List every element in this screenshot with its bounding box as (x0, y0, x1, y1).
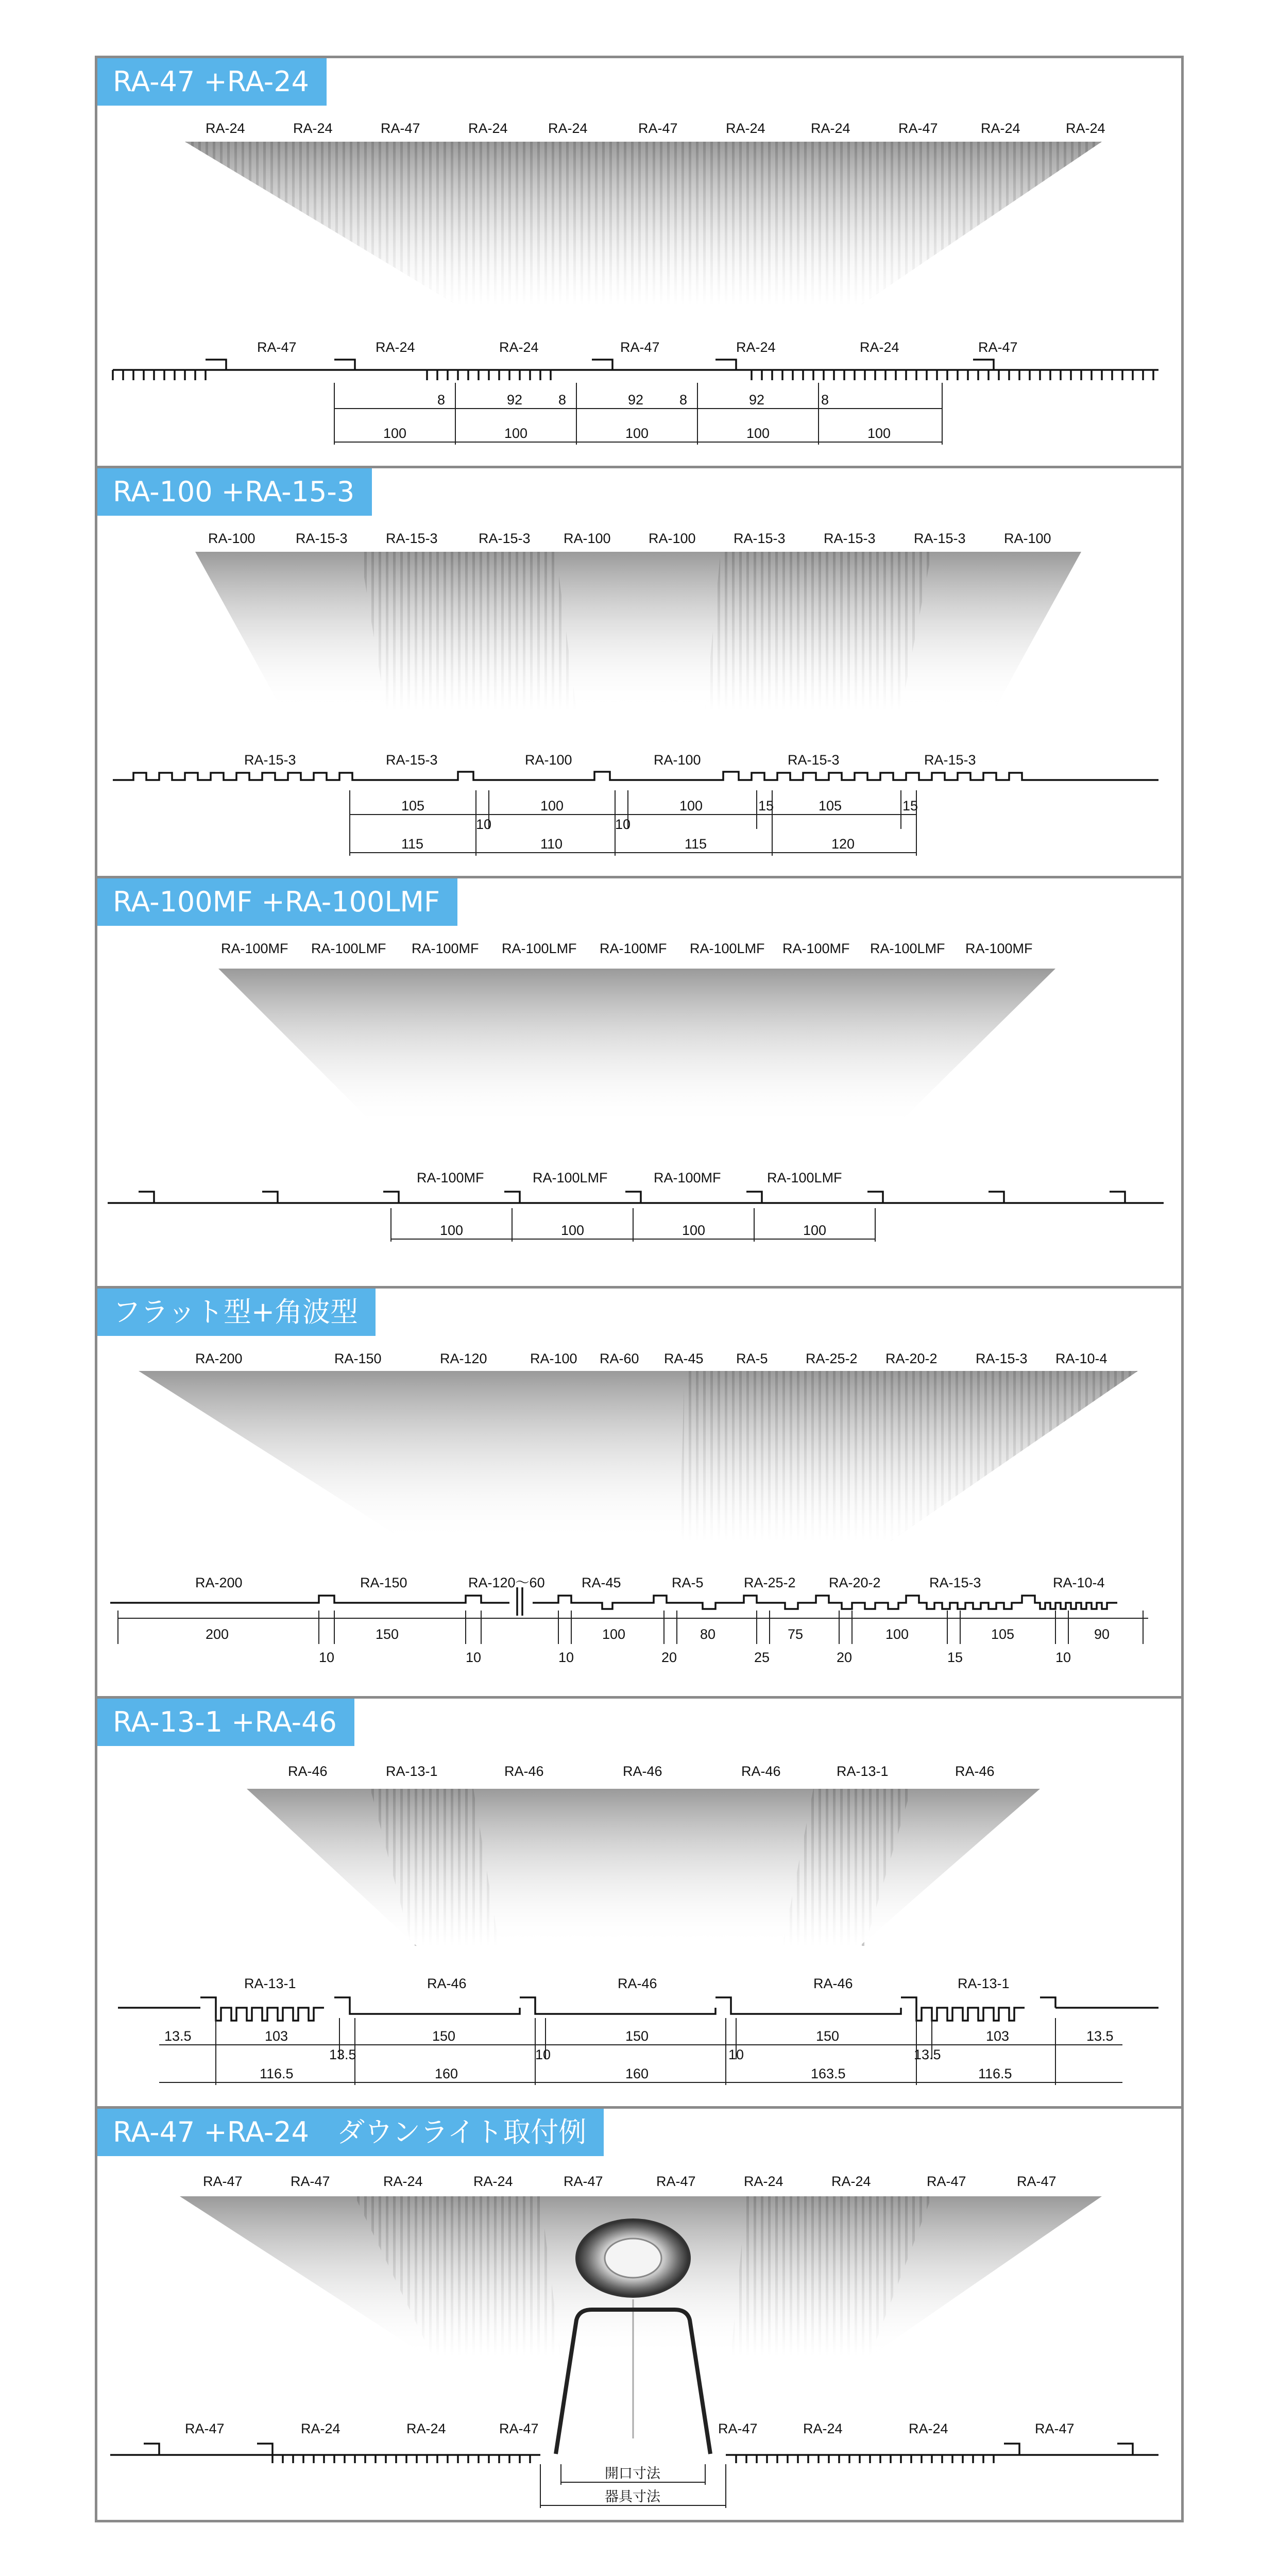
dim-value: 100 (885, 1626, 909, 1642)
top-label: RA-100LMF (311, 941, 386, 956)
dim-value: 10 (728, 2047, 744, 2062)
top-label: RA-46 (504, 1764, 544, 1779)
profile-label: RA-24 (376, 340, 415, 355)
top-label: RA-200 (195, 1351, 243, 1366)
dimension-values (605, 2466, 661, 2504)
section-profile (113, 772, 1158, 780)
top-label: RA-13-1 (386, 1764, 438, 1779)
profile-label: RA-100LMF (767, 1170, 842, 1185)
profile-label: RA-46 (813, 1976, 853, 1991)
dim-value: 150 (376, 1626, 399, 1642)
top-label: RA-24 (831, 2174, 871, 2189)
top-labels (221, 941, 1033, 956)
top-label: RA-24 (293, 121, 333, 136)
top-label: RA-15-3 (386, 531, 438, 546)
section-profile (118, 1997, 1158, 2021)
panel-ra100mf-ra100lmf (95, 876, 1184, 1292)
top-label: RA-24 (383, 2174, 423, 2189)
profile-label: RA-15-3 (929, 1575, 981, 1590)
top-label: RA-10-4 (1055, 1351, 1107, 1366)
top-label: RA-15-3 (914, 531, 966, 546)
dim-value: 100 (561, 1223, 585, 1238)
panel-ra47-ra24 (95, 56, 1184, 472)
top-label: RA-47 (1017, 2174, 1057, 2189)
dim-value: 20 (837, 1650, 853, 1665)
dim-value: 100 (602, 1626, 626, 1642)
top-label: RA-24 (468, 121, 508, 136)
profile-label: RA-13-1 (958, 1976, 1010, 1991)
dim-value: 103 (265, 2028, 288, 2044)
dim-value: 160 (625, 2066, 649, 2081)
dim-value: 150 (432, 2028, 456, 2044)
top-label: RA-24 (744, 2174, 783, 2189)
panel-title: RA-100 +RA-15-3 (97, 468, 372, 516)
profile-label: RA-47 (978, 340, 1018, 355)
top-label: RA-60 (600, 1351, 639, 1366)
profile-label: RA-24 (301, 2421, 340, 2436)
profile-label: RA-46 (427, 1976, 467, 1991)
top-label: RA-15-3 (824, 531, 876, 546)
dim-value: 150 (816, 2028, 840, 2044)
top-label: RA-100 (564, 531, 611, 546)
profile-label: RA-47 (620, 340, 660, 355)
top-label: RA-100 (530, 1351, 577, 1366)
dim-value: 105 (819, 798, 842, 814)
top-label: RA-24 (548, 121, 588, 136)
dim-value: 116.5 (978, 2066, 1012, 2081)
top-labels (288, 1764, 995, 1779)
top-label: RA-47 (564, 2174, 603, 2189)
top-label: RA-15-3 (734, 531, 786, 546)
top-label: RA-24 (206, 121, 245, 136)
section-profile (113, 360, 1158, 380)
top-label: RA-100MF (782, 941, 850, 956)
top-label: RA-100LMF (690, 941, 765, 956)
panel-ra100-ra15-3 (95, 466, 1184, 882)
dim-value: 10 (1055, 1650, 1071, 1665)
dim-value: 10 (466, 1650, 482, 1665)
profile-label: RA-15-3 (924, 752, 976, 768)
dim-value: 92 (749, 392, 765, 408)
dim-value: 8 (558, 392, 567, 408)
dim-value: 100 (679, 798, 703, 814)
profile-labels (195, 1575, 1105, 1590)
top-label: RA-150 (334, 1351, 382, 1366)
profile-label: RA-10-4 (1053, 1575, 1105, 1590)
profile-label: RA-100LMF (533, 1170, 608, 1185)
top-label: RA-120 (440, 1351, 487, 1366)
dim-value: 103 (986, 2028, 1010, 2044)
profile-labels (257, 340, 1018, 355)
top-label: RA-100LMF (870, 941, 945, 956)
dim-value: 20 (661, 1650, 677, 1665)
top-label: RA-47 (656, 2174, 696, 2189)
dim-value: 100 (867, 426, 891, 441)
dim-value: 75 (788, 1626, 804, 1642)
dim-value: 100 (383, 426, 407, 441)
dim-value: 8 (437, 392, 446, 408)
top-label: RA-46 (288, 1764, 328, 1779)
dim-value: 80 (700, 1626, 716, 1642)
profile-label: RA-47 (257, 340, 297, 355)
dim-value: 開口寸法 (605, 2466, 660, 2481)
dim-value: 10 (319, 1650, 335, 1665)
profile-label: RA-100 (525, 752, 572, 768)
profile-labels (417, 1170, 842, 1185)
panel-drawing (97, 1289, 1181, 1700)
section-profile (110, 1587, 1117, 1616)
section-profile (110, 2444, 1158, 2463)
profile-labels (244, 1976, 1010, 1991)
top-labels (206, 121, 1105, 136)
profile-label: RA-100 (654, 752, 701, 768)
panel-drawing (97, 468, 1181, 879)
dimension-values (206, 1626, 1110, 1665)
top-label: RA-46 (623, 1764, 662, 1779)
panel-title: RA-47 +RA-24 ダウンライト取付例 (97, 2109, 604, 2156)
dim-value: 15 (947, 1650, 963, 1665)
top-labels (208, 531, 1051, 546)
profile-label: RA-45 (582, 1575, 621, 1590)
dim-value: 163.5 (811, 2066, 846, 2081)
dim-value: 100 (803, 1223, 827, 1238)
top-label: RA-24 (1066, 121, 1105, 136)
profile-label: RA-24 (499, 340, 539, 355)
top-label: RA-24 (811, 121, 850, 136)
top-labels (203, 2174, 1057, 2189)
dim-value: 15 (902, 798, 918, 814)
profile-label: RA-46 (618, 1976, 657, 1991)
dim-value: 100 (682, 1223, 706, 1238)
dim-value: 100 (504, 426, 528, 441)
profile-label: RA-24 (406, 2421, 446, 2436)
dim-value: 90 (1094, 1626, 1110, 1642)
panel-flat-square-wave (95, 1286, 1184, 1702)
top-label: RA-47 (898, 121, 938, 136)
panel-drawing (97, 58, 1181, 469)
top-label: RA-100MF (600, 941, 667, 956)
dim-value: 115 (401, 836, 424, 852)
top-label: RA-15-3 (479, 531, 531, 546)
profile-label: RA-24 (803, 2421, 843, 2436)
dim-value: 116.5 (260, 2066, 294, 2081)
top-label: RA-25-2 (806, 1351, 858, 1366)
section-profile (108, 1192, 1164, 1203)
dim-value: 100 (440, 1223, 464, 1238)
profile-label: RA-20-2 (829, 1575, 881, 1590)
top-label: RA-13-1 (837, 1764, 889, 1779)
top-label: RA-5 (736, 1351, 768, 1366)
profile-label: RA-25-2 (744, 1575, 796, 1590)
dim-value: 8 (821, 392, 829, 408)
panel-ra13-1-ra46 (95, 1696, 1184, 2112)
profile-label: RA-47 (718, 2421, 758, 2436)
dim-value: 10 (615, 817, 631, 832)
dim-value: 25 (754, 1650, 770, 1665)
top-label: RA-100LMF (502, 941, 577, 956)
dim-value: 100 (625, 426, 649, 441)
dim-value: 器具寸法 (605, 2489, 660, 2504)
top-label: RA-100MF (965, 941, 1033, 956)
panel-drawing (97, 2109, 1181, 2520)
dim-value: 100 (540, 798, 564, 814)
profile-label: RA-120〜60 (468, 1575, 545, 1590)
dim-value: 160 (435, 2066, 458, 2081)
dim-value: 10 (535, 2047, 551, 2062)
dim-value: 105 (401, 798, 425, 814)
panel-drawing (97, 878, 1181, 1290)
top-label: RA-100 (1004, 531, 1051, 546)
top-label: RA-47 (927, 2174, 966, 2189)
panel-title: RA-100MF +RA-100LMF (97, 878, 457, 926)
dim-value: 10 (558, 1650, 574, 1665)
top-label: RA-47 (291, 2174, 330, 2189)
dimension-values (164, 2028, 1114, 2081)
profile-label: RA-100MF (417, 1170, 484, 1185)
top-label: RA-45 (664, 1351, 704, 1366)
dim-value: 92 (507, 392, 523, 408)
profile-label: RA-5 (672, 1575, 704, 1590)
dim-value: 13.5 (914, 2047, 941, 2062)
profile-label: RA-15-3 (386, 752, 438, 768)
dim-value: 120 (831, 836, 855, 852)
dimension-values (383, 392, 891, 441)
panel-title: RA-13-1 +RA-46 (97, 1699, 354, 1746)
top-label: RA-100 (208, 531, 255, 546)
profile-label: RA-24 (736, 340, 776, 355)
dimension-lines (391, 1208, 875, 1242)
dim-value: 13.5 (164, 2028, 192, 2044)
top-labels (195, 1351, 1107, 1366)
top-label: RA-47 (381, 121, 420, 136)
profile-label: RA-47 (185, 2421, 225, 2436)
dim-value: 110 (540, 836, 563, 852)
top-label: RA-47 (638, 121, 678, 136)
top-label: RA-20-2 (885, 1351, 938, 1366)
panel-downlight-example (95, 2106, 1184, 2522)
dim-value: 8 (679, 392, 688, 408)
profile-labels (185, 2421, 1075, 2436)
dim-value: 13.5 (1086, 2028, 1114, 2044)
dim-value: 15 (758, 798, 774, 814)
profile-label: RA-24 (860, 340, 899, 355)
profile-label: RA-15-3 (788, 752, 840, 768)
top-label: RA-24 (981, 121, 1020, 136)
dim-value: 92 (628, 392, 644, 408)
dim-value: 10 (476, 817, 492, 832)
panel-title: フラット型+角波型 (97, 1289, 376, 1336)
top-label: RA-46 (955, 1764, 995, 1779)
top-label: RA-100MF (412, 941, 479, 956)
dim-value: 150 (625, 2028, 649, 2044)
dim-value: 105 (991, 1626, 1015, 1642)
dim-value: 115 (685, 836, 707, 852)
profile-labels (244, 752, 976, 768)
top-label: RA-46 (741, 1764, 781, 1779)
top-label: RA-24 (726, 121, 765, 136)
dimension-values (401, 798, 918, 852)
top-label: RA-47 (203, 2174, 243, 2189)
profile-label: RA-15-3 (244, 752, 296, 768)
profile-label: RA-47 (499, 2421, 539, 2436)
top-label: RA-15-3 (296, 531, 348, 546)
profile-label: RA-24 (909, 2421, 948, 2436)
panel-drawing (97, 1699, 1181, 2110)
panel-title: RA-47 +RA-24 (97, 58, 327, 106)
top-label: RA-100MF (221, 941, 288, 956)
profile-label: RA-13-1 (244, 1976, 296, 1991)
top-label: RA-100 (649, 531, 696, 546)
profile-label: RA-100MF (654, 1170, 721, 1185)
profile-label: RA-200 (195, 1575, 243, 1590)
dim-value: 100 (746, 426, 770, 441)
dim-value: 13.5 (329, 2047, 356, 2062)
dim-value: 200 (206, 1626, 229, 1642)
top-label: RA-24 (473, 2174, 513, 2189)
profile-label: RA-150 (360, 1575, 407, 1590)
profile-label: RA-47 (1035, 2421, 1075, 2436)
top-label: RA-15-3 (976, 1351, 1028, 1366)
